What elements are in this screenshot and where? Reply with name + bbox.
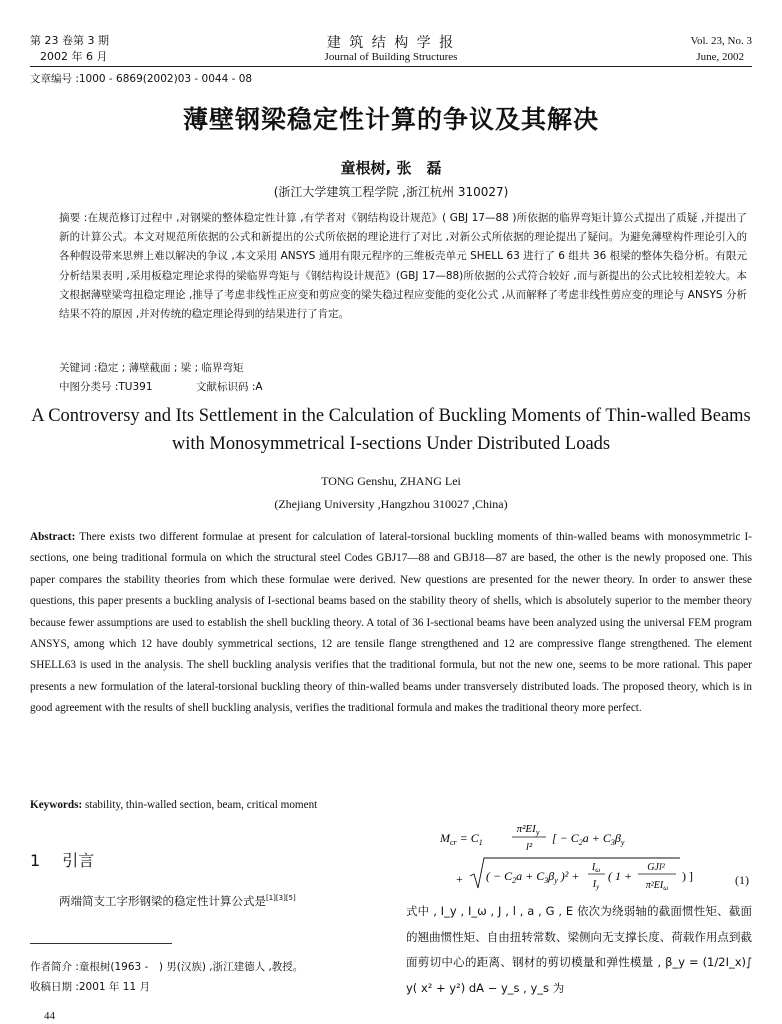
eq-iw: $I_\omega$: [591, 862, 601, 874]
abstract-en-text: There exists two different formulae at present for calculation of lateral-torsional buckling moments of thin-walled beams with monosymmetric I-sections, one being traditional formula on which the structural steel Codes GBJ17—88 and GBJ18—87 are based, the other is the newly proposed one. This paper compares the stability theories from which these formulae were derived. New questions are presented for the newer theory. In order to answer these questions, this paper presents a buckling analysis of I-sectional beams based on the stability theory of shells, which is absolutely superior to the member theory because fewer assumptions are used to establish the shell buckling theory. A total of 36 I-sectional beams have been analyzed using the universal FEM program ANSYS, among which 12 have doubly symmetrical sections, 12 are tensile flange strengthened and 12 are compressive flange strengthened. The element SHELL63 is used in the analysis. The shell buckling analysis verifies that the traditional formula, but not the new one, seems to be more rational. This paper presents a new formulation of the lateral-torsional buckling theory of thin-walled beams under transversely distributed loads. The proposed theory, which is in good agreement with the results of shell buckling analysis, verifies the traditional formula and makes the traditional theory more perfect.: [30, 531, 752, 715]
eq-frac-num: $\pi^2EI_y$: [516, 823, 540, 837]
doc-code-cn: 文献标识码 :A: [196, 381, 263, 393]
page-number: 44: [44, 1010, 55, 1022]
eq-frac-den: l²: [525, 841, 533, 853]
header-volume-en: Vol. 23, No. 3: [690, 35, 752, 47]
header-date-en: June, 2002: [696, 51, 744, 63]
abstract-cn-label: 摘要 :: [59, 212, 88, 224]
article-number: 文章编号 :1000 - 6869(2002)03 - 0044 - 08: [30, 73, 253, 85]
eq-bracket-term: [ − $C_2a + C_3\beta_y$: [552, 831, 625, 847]
abstract-cn-text: 在规范修订过程中 ,对钢梁的整体稳定性计算 ,有学者对《钢结构设计规范》( GBJ 17—88 )所依据的临界弯矩计算公式提出了质疑 ,并提出了新的计算公式。本文对规范所依据的公式和新提出的公式所依据的理论进行了对比 ,对新公式所依据的理论提出了疑问。为避免薄壁构件理论引入的各种假设带来思辨上难以解决的争议 ,本文采用 ANSYS 通用有限元程序的三维板壳单元 SHELL 63 进行了 6 组共 36 根梁的整体失稳分析。有限元分析结果表明 ,采用板稳定理论求得的梁临界弯矩与《钢结构设计规范》(GBJ 17—88)所依据的公式符合较好 ,而与新提出的公式比较相差较大。本文根据薄壁梁弯扭稳定理论 ,推导了考虑非线性正应变和剪应变的梁失稳过程应变能的变化公式 ,从而解释了考虑非线性剪应变的理论与 ANSYS 分析结果不符的原因 ,并对传统的稳定理论得到的结果进行了肯定。: [59, 212, 747, 321]
footnote-received: 收稿日期 :2001 年 11 月: [30, 981, 150, 993]
eq-pi2eiw: $\pi^2EI_\omega$: [645, 880, 669, 892]
equation-number: (1): [735, 873, 749, 887]
header-rule: [30, 66, 752, 67]
equation-explanation: 式中 , I_y , I_ω , J , l , a , G , E 依次为绕弱轴的截面惯性矩、截面的翘曲惯性矩、自由扭转常数、梁侧向无支撑长度、荷载作用点到截面剪切中心的距离、钢材的剪切模量和弹性模量 , β_y = (1/2I_x)∫ y( x² + y²) dA − y_s , y_s 为: [406, 904, 752, 995]
section-number: 1: [30, 851, 41, 870]
header-volume-cn: 第 23 卷第 3 期: [30, 34, 109, 47]
affiliation-cn: (浙江大学建筑工程学院 ,浙江杭州 310027): [273, 185, 509, 199]
eq-sqrt-body: ( − $C_2a + C_3\beta_y$ )² +: [486, 869, 580, 885]
keywords-en-text: stability, thin-walled section, beam, critical moment: [85, 799, 318, 811]
equation-1: [400, 812, 752, 894]
keywords-en: [30, 799, 317, 811]
eq-iy: $I_y$: [592, 879, 600, 891]
keywords-en-label: Keywords:: [30, 799, 83, 811]
eq-plus: +: [456, 872, 463, 886]
footnote-rule: [30, 943, 172, 944]
section-title: 引言: [62, 851, 95, 870]
intro-refs: [1][3][5]: [266, 894, 296, 903]
abstract-en: [30, 527, 752, 720]
journal-title-en: Journal of Building Structures: [324, 51, 458, 63]
journal-title-cn: 建 筑 结 构 学 报: [326, 35, 456, 51]
footnote-author: 作者简介 :童根树(1963 - ) 男(汉族) ,浙江建德人 ,教授。: [30, 961, 304, 973]
keywords-cn: 关键词 :稳定 ; 薄壁截面 ; 梁 ; 临界弯矩: [59, 362, 244, 374]
eq-close: ) ]: [682, 869, 693, 883]
authors-cn: 童根树, 张 磊: [340, 159, 442, 177]
eq-paren: ( 1 +: [608, 869, 633, 883]
section-heading: [30, 848, 94, 871]
title-cn: 薄壁钢梁稳定性计算的争议及其解决: [182, 105, 599, 134]
abstract-cn: [59, 209, 747, 324]
eq-mcr: $M_{cr} = C_1$: [440, 831, 483, 847]
header-date-cn: 2002 年 6 月: [40, 50, 108, 63]
title-en: A Controversy and Its Settlement in the Calculation of Buckling Moments of Thin-walled Beams with Monosymmetrical I-sections Under Distributed Loads: [31, 406, 751, 454]
affiliation-en: (Zhejiang University ,Hangzhou 310027 ,China): [274, 497, 508, 511]
intro-paragraph: [59, 893, 296, 909]
eq-gjl: GJl²: [647, 862, 665, 873]
intro-text: 两端简支工字形钢梁的稳定性计算公式是: [59, 894, 266, 908]
classification-cn: 中图分类号 :TU391: [59, 381, 153, 393]
abstract-en-label: Abstract:: [30, 531, 76, 543]
authors-en: TONG Genshu, ZHANG Lei: [321, 474, 461, 488]
